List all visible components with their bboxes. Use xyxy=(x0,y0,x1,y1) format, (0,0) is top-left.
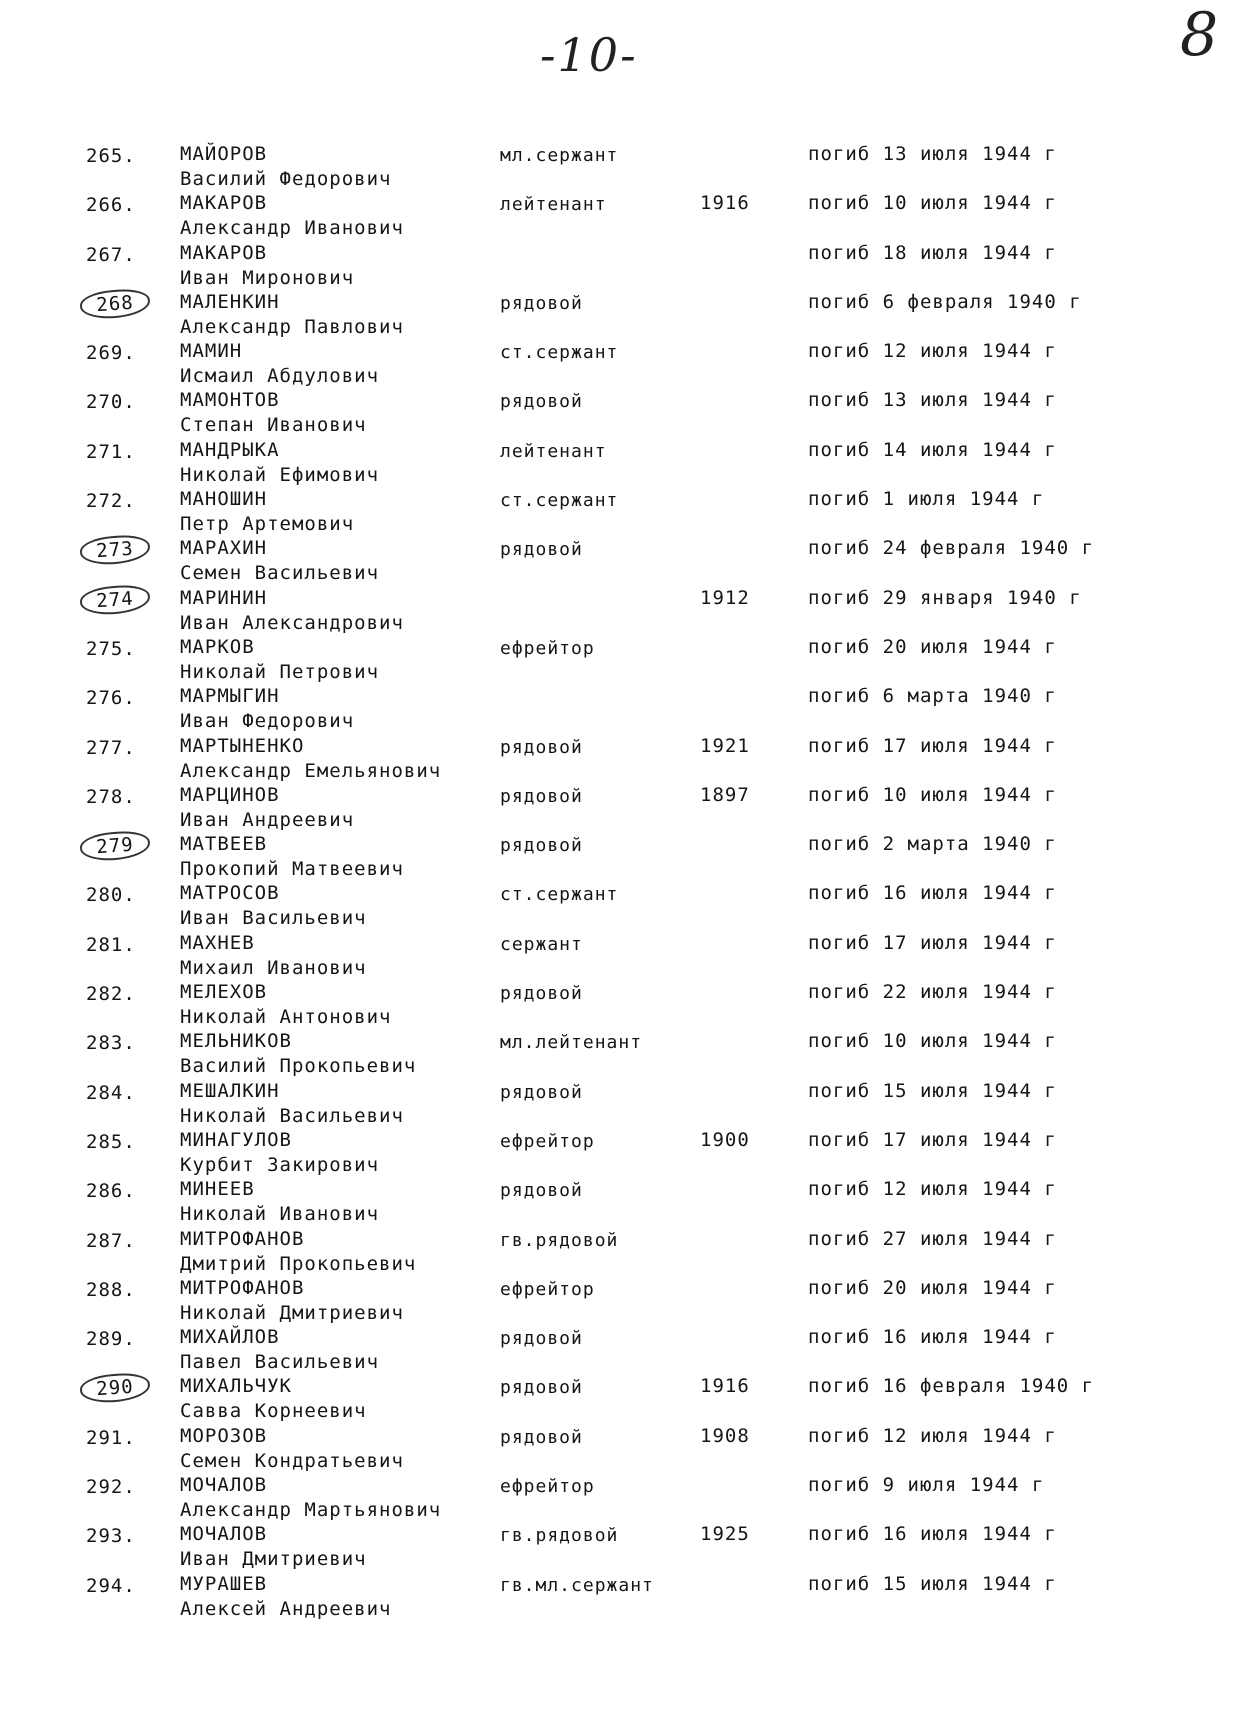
record-entry xyxy=(0,1126,1236,1175)
record-number: 274 xyxy=(79,583,151,616)
record-death-date: погиб 27 июля 1944 г xyxy=(808,1227,1057,1250)
record-rank: мл.лейтенант xyxy=(500,1032,643,1054)
record-entry xyxy=(0,929,1236,978)
record-death-date: погиб 16 июля 1944 г xyxy=(808,1523,1057,1546)
record-given-name: Михаил Иванович xyxy=(180,956,367,979)
record-death-date: погиб 16 февраля 1940 г xyxy=(808,1375,1095,1398)
record-death-date: погиб 29 января 1940 г xyxy=(808,586,1082,609)
record-entry xyxy=(0,288,1236,337)
record-surname: МАРКОВ xyxy=(180,635,255,658)
record-surname: МЕЛЕХОВ xyxy=(180,981,268,1004)
records-list xyxy=(0,140,1236,1619)
record-number: 284. xyxy=(86,1081,136,1104)
record-birth-year: 1925 xyxy=(700,1523,750,1546)
record-entry xyxy=(0,534,1236,583)
record-death-date: погиб 24 февраля 1940 г xyxy=(808,537,1095,560)
record-rank: рядовой xyxy=(500,835,583,857)
record-rank: ефрейтор xyxy=(500,1476,595,1498)
record-given-name: Иван Александрович xyxy=(180,611,404,634)
record-death-date: погиб 17 июля 1944 г xyxy=(808,1128,1057,1151)
record-given-name: Иван Дмитриевич xyxy=(180,1548,367,1571)
record-death-date: погиб 17 июля 1944 г xyxy=(808,931,1057,954)
record-birth-year: 1916 xyxy=(700,192,750,215)
record-rank: ст.сержант xyxy=(500,490,619,512)
record-death-date: погиб 10 июля 1944 г xyxy=(808,783,1057,806)
record-surname: МАНДРЫКА xyxy=(180,438,280,461)
record-death-date: погиб 9 июля 1944 г xyxy=(808,1474,1045,1497)
record-entry xyxy=(0,1570,1236,1619)
record-birth-year: 1900 xyxy=(700,1128,750,1151)
record-rank: рядовой xyxy=(500,983,583,1005)
record-surname: МАРЦИНОВ xyxy=(180,783,280,806)
record-number: 273 xyxy=(79,534,151,567)
record-given-name: Семен Кондратьевич xyxy=(180,1449,404,1472)
record-death-date: погиб 2 марта 1940 г xyxy=(808,833,1057,856)
record-given-name: Степан Иванович xyxy=(180,414,367,437)
record-entry xyxy=(0,682,1236,731)
record-number: 266. xyxy=(86,194,136,217)
record-rank: рядовой xyxy=(500,292,583,314)
record-rank: мл.сержант xyxy=(500,145,619,166)
record-number: 270. xyxy=(86,391,136,414)
record-surname: МАМИН xyxy=(180,340,243,363)
record-rank: рядовой xyxy=(500,1081,583,1103)
record-death-date: погиб 12 июля 1944 г xyxy=(808,1178,1057,1201)
record-entry xyxy=(0,386,1236,435)
record-entry xyxy=(0,1274,1236,1323)
record-number: 269. xyxy=(86,342,136,365)
record-rank: ефрейтор xyxy=(500,1278,595,1300)
record-given-name: Курбит Закирович xyxy=(180,1153,380,1176)
record-surname: МАКАРОВ xyxy=(180,192,268,215)
record-entry xyxy=(0,781,1236,830)
record-death-date: погиб 16 июля 1944 г xyxy=(808,1326,1057,1349)
record-death-date: погиб 12 июля 1944 г xyxy=(808,340,1057,363)
record-surname: МОЧАЛОВ xyxy=(180,1474,268,1497)
record-surname: МАТВЕЕВ xyxy=(180,833,268,856)
record-number: 271. xyxy=(86,440,136,463)
record-death-date: погиб 16 июля 1944 г xyxy=(808,882,1057,905)
record-rank: гв.мл.сержант xyxy=(500,1574,654,1596)
record-rank: рядовой xyxy=(500,1426,583,1448)
record-surname: МИХАЙЛОВ xyxy=(180,1326,280,1349)
record-entry xyxy=(0,879,1236,928)
record-entry xyxy=(0,337,1236,386)
record-death-date: погиб 10 июля 1944 г xyxy=(808,192,1057,215)
record-number: 292. xyxy=(86,1476,136,1499)
record-birth-year: 1908 xyxy=(700,1424,750,1447)
record-entry xyxy=(0,485,1236,534)
record-death-date: погиб 6 марта 1940 г xyxy=(808,685,1057,708)
record-death-date: погиб 13 июля 1944 г xyxy=(808,389,1057,412)
record-entry xyxy=(0,830,1236,879)
record-surname: МАТРОСОВ xyxy=(180,882,280,905)
record-birth-year: 1897 xyxy=(700,783,750,806)
record-rank: сержант xyxy=(500,933,583,955)
record-number: 276. xyxy=(86,687,136,710)
record-number: 290 xyxy=(79,1372,151,1405)
record-given-name: Алексей Андреевич xyxy=(180,1597,392,1620)
record-given-name: Василий Прокопьевич xyxy=(180,1055,417,1078)
record-number: 265. xyxy=(86,145,136,167)
record-rank: рядовой xyxy=(500,1180,583,1202)
record-death-date: погиб 6 февраля 1940 г xyxy=(808,290,1082,313)
record-given-name: Исмаил Абдулович xyxy=(180,365,380,388)
record-surname: МИТРОФАНОВ xyxy=(180,1276,305,1299)
record-rank: рядовой xyxy=(500,539,583,561)
record-entry xyxy=(0,1471,1236,1520)
record-surname: МИНАГУЛОВ xyxy=(180,1128,292,1151)
record-death-date: погиб 18 июля 1944 г xyxy=(808,241,1057,264)
record-death-date: погиб 20 июля 1944 г xyxy=(808,1276,1057,1299)
record-death-date: погиб 22 июля 1944 г xyxy=(808,981,1057,1004)
page-number: -10- xyxy=(540,28,638,82)
record-number: 279 xyxy=(79,830,151,863)
record-number: 275. xyxy=(86,637,136,660)
record-number: 293. xyxy=(86,1525,136,1548)
record-entry xyxy=(0,978,1236,1027)
record-entry xyxy=(0,584,1236,633)
record-given-name: Прокопий Матвеевич xyxy=(180,858,404,881)
record-given-name: Павел Васильевич xyxy=(180,1351,380,1374)
record-entry xyxy=(0,1520,1236,1569)
record-number: 289. xyxy=(86,1328,136,1351)
record-given-name: Семен Васильевич xyxy=(180,562,380,585)
record-surname: МУРАШЕВ xyxy=(180,1572,268,1595)
record-rank: лейтенант xyxy=(500,440,607,462)
record-given-name: Николай Дмитриевич xyxy=(180,1301,404,1324)
record-rank: лейтенант xyxy=(500,194,607,216)
record-given-name: Петр Артемович xyxy=(180,513,355,536)
record-death-date: погиб 12 июля 1944 г xyxy=(808,1424,1057,1447)
record-entry xyxy=(0,732,1236,781)
record-number: 277. xyxy=(86,736,136,759)
record-rank: гв.рядовой xyxy=(500,1525,619,1547)
record-number: 272. xyxy=(86,490,136,513)
record-number: 267. xyxy=(86,243,136,266)
record-entry xyxy=(0,1372,1236,1421)
record-rank: рядовой xyxy=(500,1377,583,1399)
record-surname: МАРМЫГИН xyxy=(180,685,280,708)
record-given-name: Александр Емельянович xyxy=(180,759,442,782)
corner-mark: 8 xyxy=(1180,0,1219,70)
record-surname: МОЧАЛОВ xyxy=(180,1523,268,1546)
record-number: 288. xyxy=(86,1278,136,1301)
record-number: 287. xyxy=(86,1229,136,1252)
record-number: 278. xyxy=(86,785,136,808)
record-given-name: Александр Мартьянович xyxy=(180,1499,442,1522)
record-surname: МИТРОФАНОВ xyxy=(180,1227,305,1250)
record-surname: МОРОЗОВ xyxy=(180,1424,268,1447)
record-death-date: погиб 15 июля 1944 г xyxy=(808,1572,1057,1595)
record-given-name: Николай Иванович xyxy=(180,1203,380,1226)
record-given-name: Александр Павлович xyxy=(180,315,404,338)
record-given-name: Иван Миронович xyxy=(180,266,355,289)
record-surname: МАЛЕНКИН xyxy=(180,290,280,313)
record-entry xyxy=(0,436,1236,485)
record-given-name: Иван Федорович xyxy=(180,710,355,733)
record-number: 280. xyxy=(86,884,136,907)
record-death-date: погиб 10 июля 1944 г xyxy=(808,1030,1057,1053)
record-surname: МИХАЛЬЧУК xyxy=(180,1375,292,1398)
record-given-name: Василий Федорович xyxy=(180,168,392,190)
record-given-name: Николай Петрович xyxy=(180,660,380,683)
record-surname: МАКАРОВ xyxy=(180,241,268,264)
record-birth-year: 1912 xyxy=(700,586,750,609)
record-number: 281. xyxy=(86,933,136,956)
record-entry xyxy=(0,1027,1236,1076)
record-rank: рядовой xyxy=(500,785,583,807)
record-rank: ст.сержант xyxy=(500,342,619,364)
record-birth-year: 1921 xyxy=(700,734,750,757)
record-rank: рядовой xyxy=(500,1328,583,1350)
record-rank: рядовой xyxy=(500,736,583,758)
record-given-name: Александр Иванович xyxy=(180,217,404,240)
record-surname: МАХНЕВ xyxy=(180,931,255,954)
record-surname: МАМОНТОВ xyxy=(180,389,280,412)
record-given-name: Николай Антонович xyxy=(180,1006,392,1029)
record-death-date: погиб 15 июля 1944 г xyxy=(808,1079,1057,1102)
record-number: 285. xyxy=(86,1130,136,1153)
record-given-name: Иван Васильевич xyxy=(180,907,367,930)
record-given-name: Дмитрий Прокопьевич xyxy=(180,1252,417,1275)
record-surname: МАНОШИН xyxy=(180,488,268,511)
record-rank: гв.рядовой xyxy=(500,1229,619,1251)
record-surname: МИНЕЕВ xyxy=(180,1178,255,1201)
record-entry xyxy=(0,1323,1236,1372)
record-birth-year: 1916 xyxy=(700,1375,750,1398)
record-number: 291. xyxy=(86,1426,136,1449)
record-number: 282. xyxy=(86,983,136,1006)
record-given-name: Николай Ефимович xyxy=(180,463,380,486)
record-given-name: Савва Корнеевич xyxy=(180,1400,367,1423)
record-number: 286. xyxy=(86,1180,136,1203)
record-surname: МАРИНИН xyxy=(180,586,268,609)
record-entry xyxy=(0,239,1236,288)
record-given-name: Иван Андреевич xyxy=(180,808,355,831)
record-rank: ефрейтор xyxy=(500,1130,595,1152)
record-entry xyxy=(0,1175,1236,1224)
record-death-date: погиб 17 июля 1944 г xyxy=(808,734,1057,757)
record-entry xyxy=(0,140,1236,189)
record-number: 283. xyxy=(86,1032,136,1055)
record-surname: МАРТЫНЕНКО xyxy=(180,734,305,757)
record-rank: ст.сержант xyxy=(500,884,619,906)
record-surname: МЕШАЛКИН xyxy=(180,1079,280,1102)
record-number: 294. xyxy=(86,1574,136,1597)
record-entry xyxy=(0,1225,1236,1274)
record-death-date: погиб 20 июля 1944 г xyxy=(808,635,1057,658)
record-number: 268 xyxy=(79,287,151,320)
record-surname: МЕЛЬНИКОВ xyxy=(180,1030,292,1053)
record-death-date: погиб 1 июля 1944 г xyxy=(808,488,1045,511)
record-death-date: погиб 13 июля 1944 г xyxy=(808,143,1057,165)
record-entry xyxy=(0,633,1236,682)
record-entry xyxy=(0,189,1236,238)
record-rank: ефрейтор xyxy=(500,637,595,659)
record-surname: МАЙОРОВ xyxy=(180,143,268,165)
record-given-name: Николай Васильевич xyxy=(180,1104,404,1127)
record-death-date: погиб 14 июля 1944 г xyxy=(808,438,1057,461)
record-entry xyxy=(0,1077,1236,1126)
record-surname: МАРАХИН xyxy=(180,537,268,560)
record-rank: рядовой xyxy=(500,391,583,413)
record-entry xyxy=(0,1422,1236,1471)
